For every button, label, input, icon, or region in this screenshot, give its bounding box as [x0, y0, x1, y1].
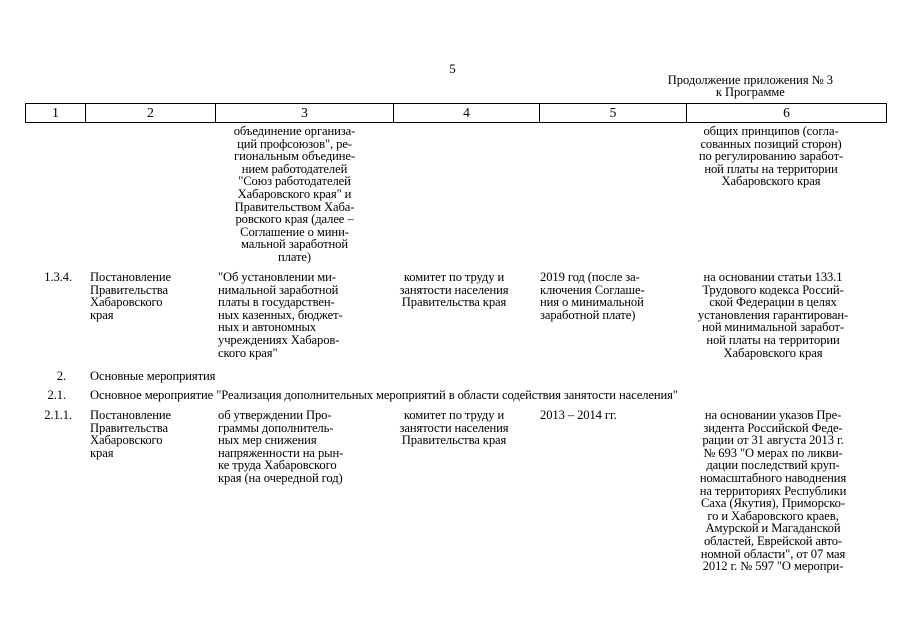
row-211-doc-type: Постановление Правительства Хабаровского края: [90, 408, 172, 460]
row-134-executor: комитет по труду и занятости населения Правительства края: [399, 270, 509, 310]
row-211-executor: комитет по труду и занятости населения Правительства края: [399, 408, 509, 448]
row-134-basis: на основании статьи 133.1 Трудового кодекса Россий- ской Федерации в целях установления гарантирован- ной минимальной заработ- ной платы на территории Хабаровского края: [697, 270, 849, 360]
section-21-number: 2.1.: [47, 388, 66, 402]
column-header-6: 6: [687, 104, 887, 123]
column-header-3: 3: [216, 104, 394, 123]
row-134-number: 1.3.4.: [44, 270, 72, 284]
continuation-title-cell: объединение организа- ций профсоюзов", ре- гиональным объедине- нием работодателей "Союз работодателей Хабаровского края" и Правительством Хаба- ровского края (далее – Соглашение о мини- мальной заработной плате): [233, 124, 356, 264]
page-number: 5: [449, 61, 456, 76]
section-21-title: Основное мероприятие "Реализация дополнительных мероприятий в области содействия занятости населения": [90, 388, 678, 402]
section-2-number: 2.: [56, 369, 66, 383]
section-2-title: Основные мероприятия: [90, 369, 216, 383]
row-134-doc-type: Постановление Правительства Хабаровского края: [90, 270, 172, 322]
column-header-1: 1: [26, 104, 86, 123]
column-header-2: 2: [86, 104, 216, 123]
row-211-basis: на основании указов Пре- зидента Российской Феде- рации от 31 августа 2013 г. № 693 "О мерах по ликви- дации последствий круп- номасштабного наводнения на территориях Республики Саха (Якутия), Приморско- го и Хабаровского краев, Амурской и Магаданской областей, Еврейской авто- номной области", от 07 мая 2012 г. № 597 "О меропри-: [699, 408, 847, 574]
row-134-term: 2019 год (после за- ключения Соглаше- ния о минимальной заработной плате): [540, 270, 645, 322]
row-211-term: 2013 – 2014 гг.: [540, 408, 617, 422]
row-211-title: об утверждении Про- граммы дополнитель- ных мер снижения напряженности на рын- ке труда Хабаровского края (на очередной год): [218, 408, 344, 485]
appendix-note: Продолжение приложения № 3 к Программе: [667, 73, 833, 99]
column-header-4: 4: [394, 104, 540, 123]
continuation-basis-cell: общих принципов (согла- сованных позиций сторон) по регулированию заработ- ной платы на территории Хабаровского края: [698, 124, 844, 189]
row-134-title: "Об установлении ми- нимальной заработной платы в государствен- ных казенных, бюджет- ных и автономных учреждениях Хабаров- ского края": [218, 270, 343, 360]
column-header-5: 5: [540, 104, 687, 123]
column-number-header: [25, 103, 887, 123]
row-211-number: 2.1.1.: [44, 408, 72, 422]
